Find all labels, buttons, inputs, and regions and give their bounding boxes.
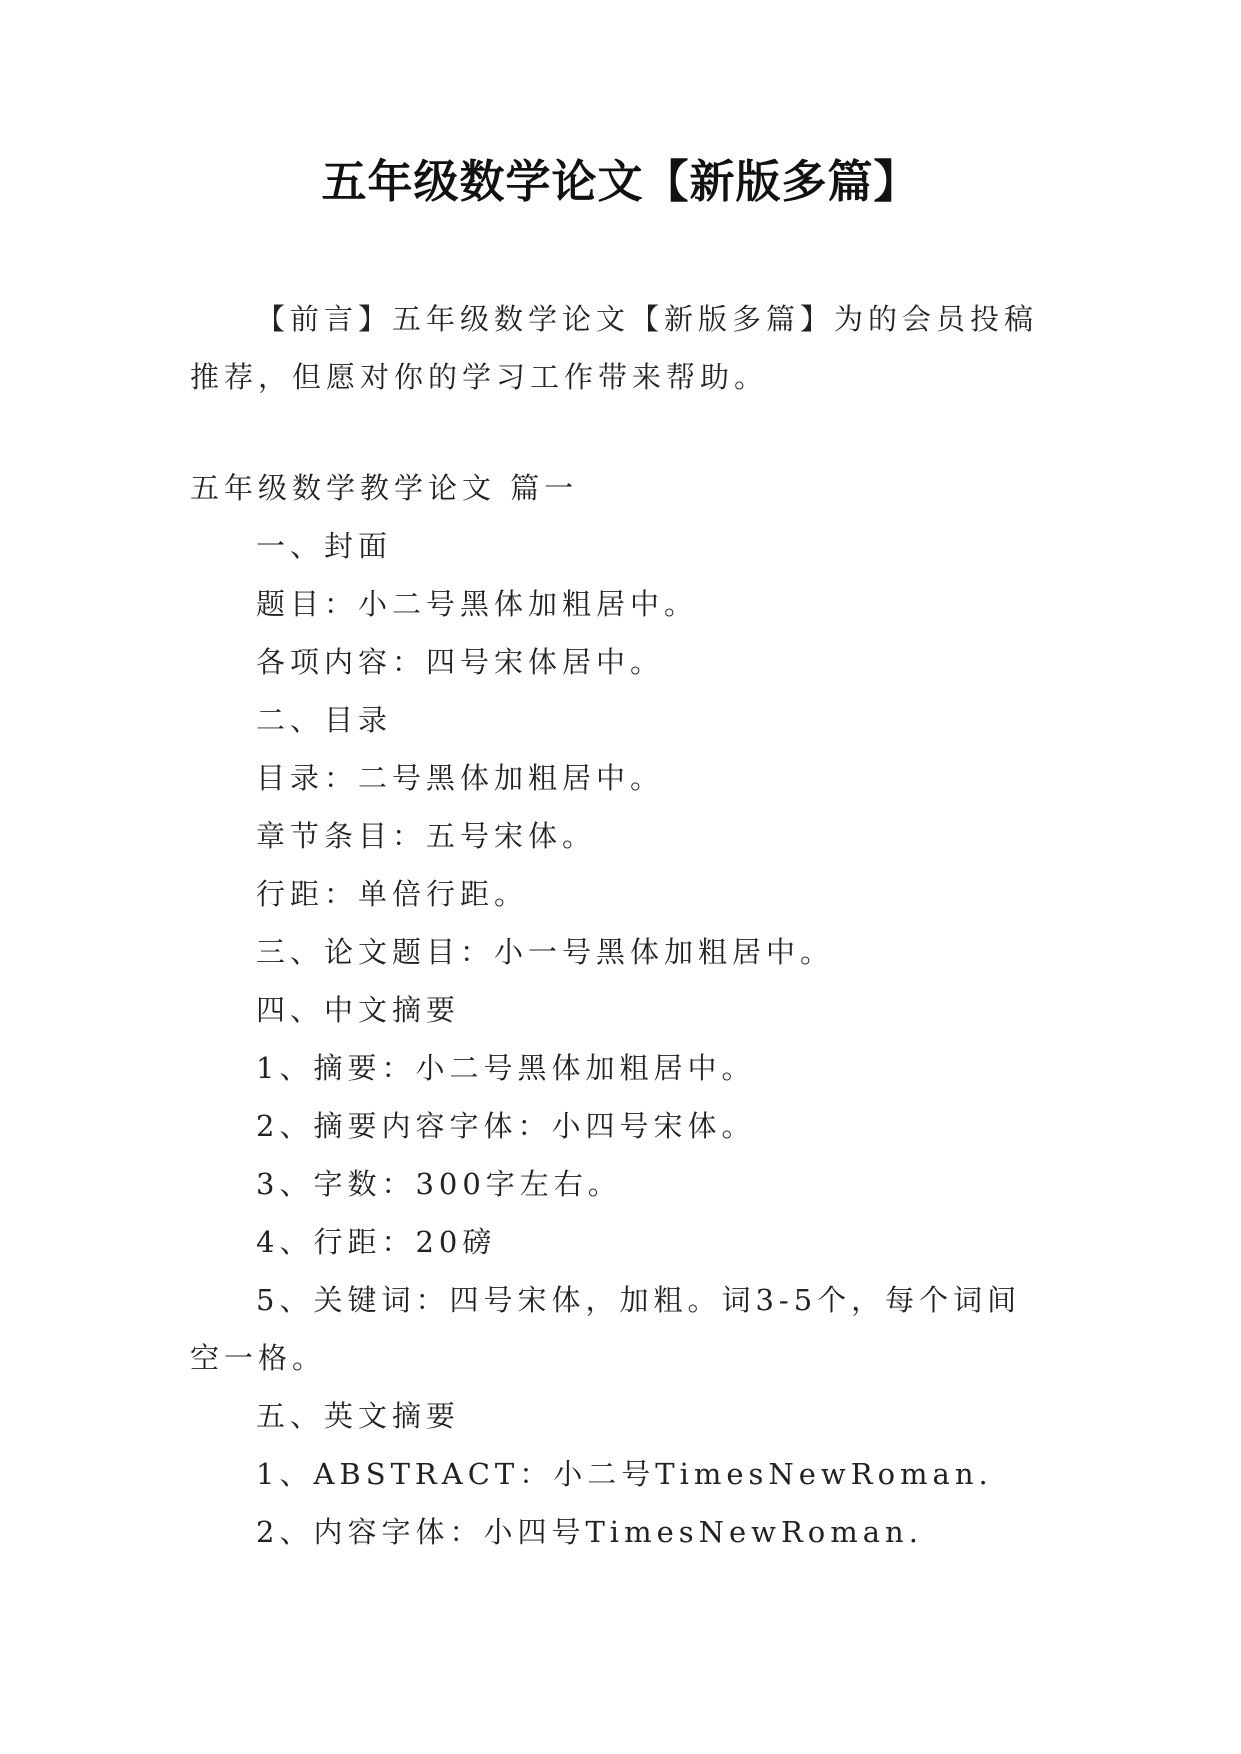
outline-line: 一、封面 bbox=[256, 529, 393, 563]
outline-line: 行距：单倍行距。 bbox=[256, 877, 529, 911]
outline-line: 1、ABSTRACT：小二号TimesNewRoman. bbox=[256, 1457, 993, 1491]
document-title: 五年级数学论文【新版多篇】 bbox=[321, 155, 920, 208]
outline-line: 四、中文摘要 bbox=[256, 993, 461, 1027]
outline-line: 五、英文摘要 bbox=[256, 1399, 461, 1433]
outline-line: 4、行距：20磅 bbox=[256, 1225, 497, 1259]
document-body bbox=[190, 459, 1050, 1561]
outline-line: 5、关键词：四号宋体，加粗。词3-5个，每个词间空一格。 bbox=[190, 1283, 1022, 1375]
preface-paragraph: 【前言】五年级数学论文【新版多篇】为的会员投稿推荐，但愿对你的学习工作带来帮助。 bbox=[190, 302, 1039, 394]
outline-line: 章节条目：五号宋体。 bbox=[256, 819, 597, 853]
outline-line: 2、内容字体：小四号TimesNewRoman. bbox=[256, 1515, 923, 1549]
section-heading: 五年级数学教学论文 篇一 bbox=[190, 471, 579, 505]
outline-line: 3、字数：300字左右。 bbox=[256, 1167, 622, 1201]
outline-line: 三、论文题目：小一号黑体加粗居中。 bbox=[256, 935, 835, 969]
outline-line: 二、目录 bbox=[256, 703, 393, 737]
outline-line: 各项内容：四号宋体居中。 bbox=[256, 645, 665, 679]
outline-line: 1、摘要：小二号黑体加粗居中。 bbox=[256, 1051, 756, 1085]
outline-line: 2、摘要内容字体：小四号宋体。 bbox=[256, 1109, 756, 1143]
outline-line: 目录：二号黑体加粗居中。 bbox=[256, 761, 665, 795]
outline-line: 题目：小二号黑体加粗居中。 bbox=[256, 587, 699, 621]
